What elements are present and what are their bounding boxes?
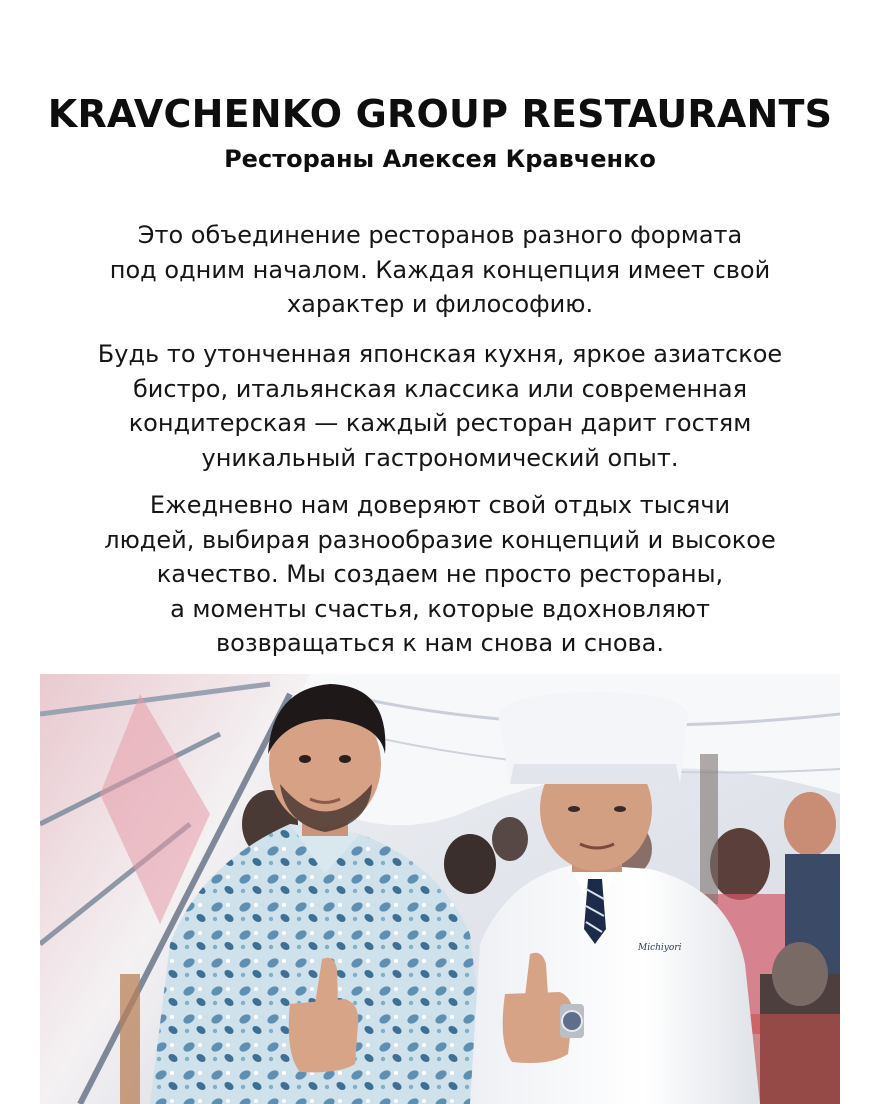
paragraph-line: уникальный гастрономический опыт. [201,443,679,472]
paragraph-line: кондитерская — каждый ресторан дарит гостям [128,409,752,437]
page-subtitle: Рестораны Алексея Кравченко [224,145,656,173]
paragraph-line: возвращаться к нам снова и снова. [216,629,664,657]
paragraph-line: людей, выбирая разнообразие концепций и высокое [104,525,776,554]
paragraph-line: под одним началом. Каждая концепция имеет свой [109,255,771,284]
page-title: KRAVCHENKO GROUP RESTAURANTS [47,92,833,136]
paragraph-line: а моменты счастья, которые вдохновляют [170,594,710,623]
founder-chef-photo [40,674,840,1104]
paragraph-line: качество. Мы создаем не просто рестораны, [156,560,724,588]
paragraph-line: бистро, итальянская классика или современная [132,374,748,403]
chef-coat-embroidery: Michiyori [638,943,682,953]
paragraph-line: Будь то утонченная японская кухня, яркое азиатское [97,340,783,368]
paragraph-line: характер и философию. [286,290,594,318]
photo-illustration [40,674,840,1104]
paragraph-line: Ежедневно нам доверяют свой отдых тысячи [149,491,731,519]
paragraph-line: Это объединение ресторанов разного формата [137,221,743,249]
cuisine-paragraph [40,337,840,475]
guests-paragraph [40,488,840,661]
intro-paragraph [40,218,840,322]
